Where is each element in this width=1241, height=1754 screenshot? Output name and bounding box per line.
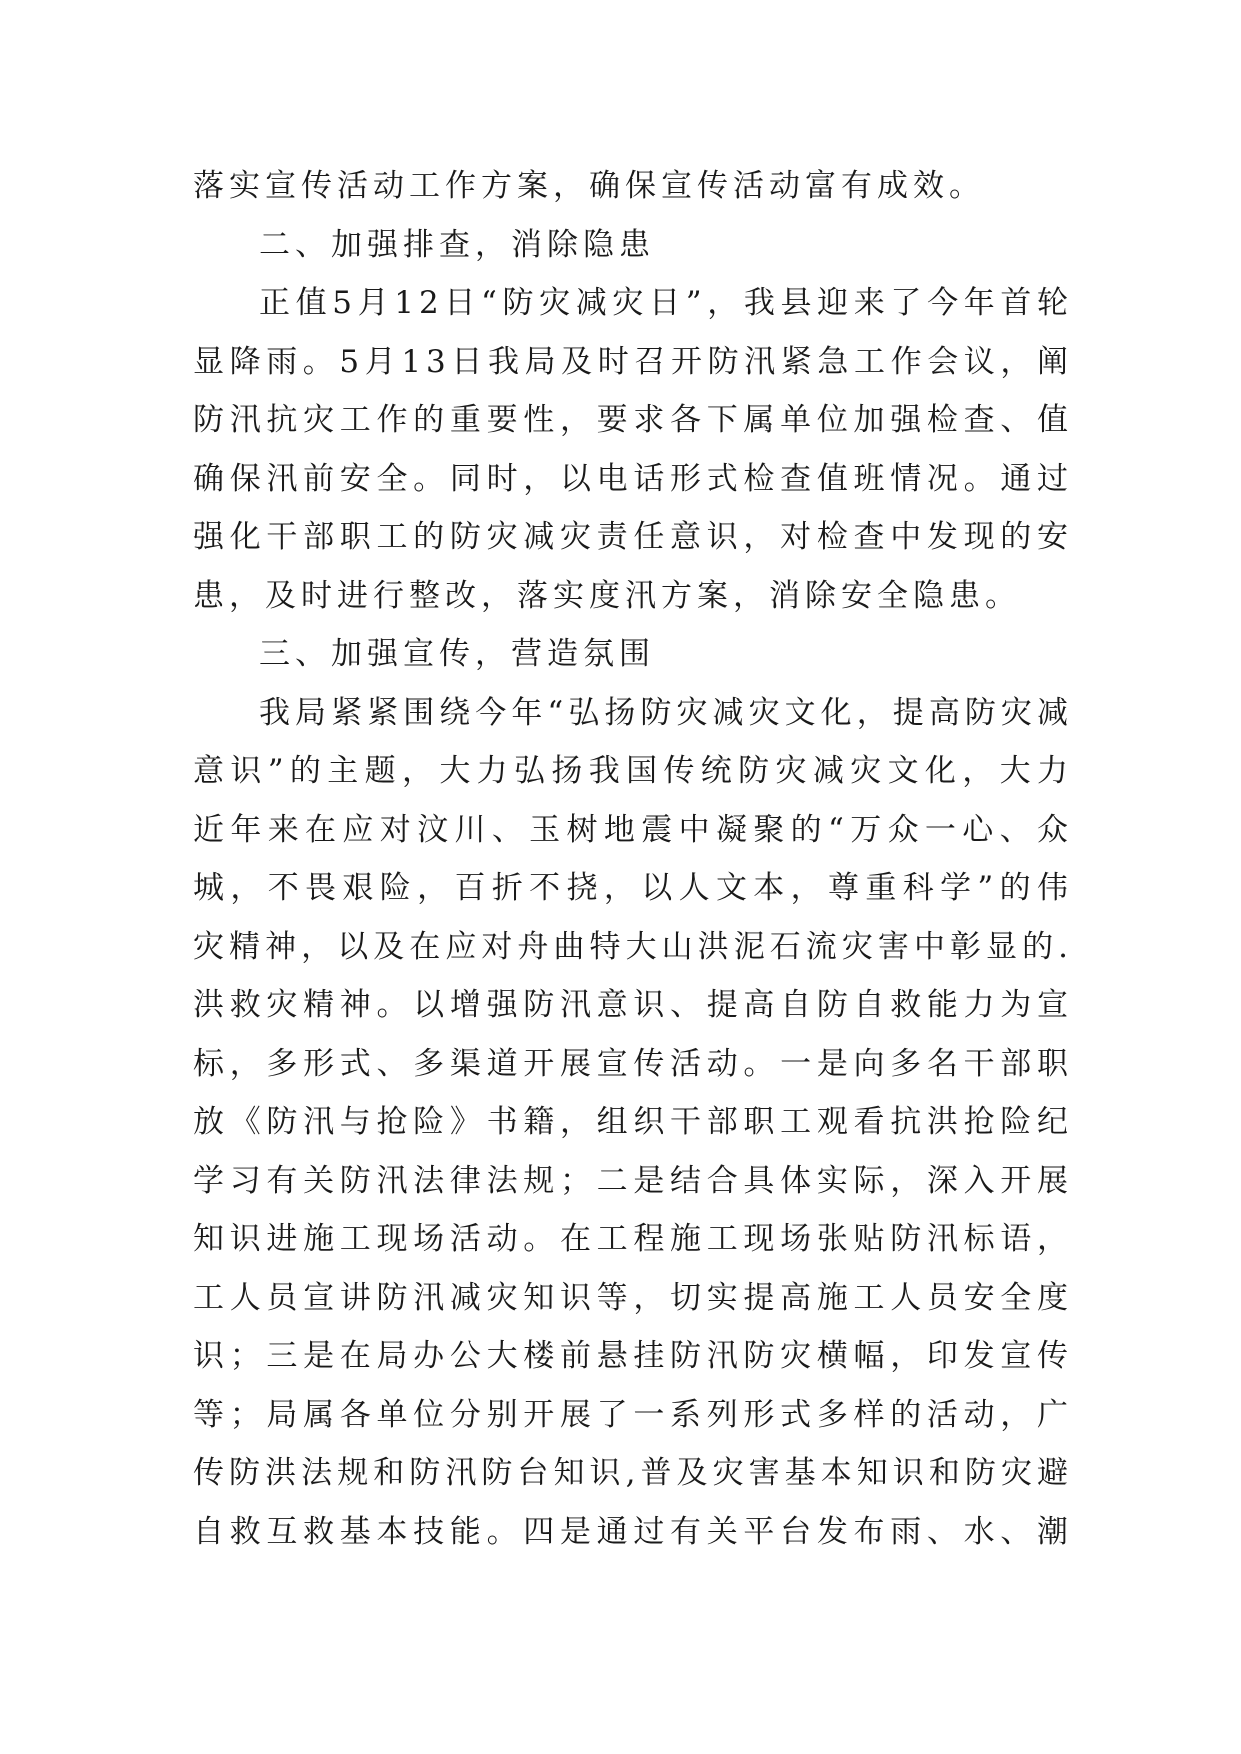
paragraph-line: 自救互救基本技能。四是通过有关平台发布雨、水、潮: [193, 1513, 1073, 1550]
paragraph-line: 知识进施工现场活动。在工程施工现场张贴防汛标语，: [193, 1221, 1073, 1257]
paragraph-line: 放《防汛与抢险》书籍，组织干部职工观看抗洪抢险纪: [193, 1104, 1073, 1140]
paragraph-line: 确保汛前安全。同时，以电话形式检查值班情况。通过: [193, 460, 1073, 497]
paragraph-line: 识；三是在局办公大楼前悬挂防汛防灾横幅，印发宣传: [193, 1338, 1073, 1374]
paragraph-line: 城，不畏艰险，百折不挠，以人文本，尊重科学”的伟: [193, 870, 1073, 906]
paragraph-line: 我局紧紧围绕今年“弘扬防灾减灾文化，提高防灾减: [259, 694, 1073, 731]
paragraph-line: 工人员宣讲防汛减灾知识等，切实提高施工人员安全度: [193, 1279, 1073, 1316]
paragraph-line: 传防洪法规和防汛防台知识,普及灾害基本知识和防灾避: [193, 1455, 1073, 1491]
paragraph-line: 灾精神，以及在应对舟曲特大山洪泥石流灾害中彰显的.: [193, 928, 1073, 965]
paragraph-line: 意识”的主题，大力弘扬我国传统防灾减灾文化，大力: [193, 753, 1073, 789]
paragraph-line: 显降雨。5月13日我局及时召开防汛紧急工作会议，阐: [193, 343, 1073, 380]
paragraph-line: 患，及时进行整改，落实度汛方案，消除安全隐患。: [193, 577, 1021, 614]
paragraph-line: 洪救灾精神。以增强防汛意识、提高自防自救能力为宣: [193, 987, 1073, 1023]
paragraph-line: 强化干部职工的防灾减灾责任意识，对检查中发现的安: [193, 519, 1073, 555]
paragraph-line: 落实宣传活动工作方案，确保宣传活动富有成效。: [193, 168, 985, 204]
section-heading-3: 三、加强宣传，营造氛围: [259, 636, 655, 672]
paragraph-line: 防汛抗灾工作的重要性，要求各下属单位加强检查、值: [193, 402, 1073, 438]
document-body: [193, 157, 1073, 1561]
paragraph-line: 近年来在应对汶川、玉树地震中凝聚的“万众一心、众: [193, 811, 1073, 848]
paragraph-line: 等；局属各单位分别开展了一系列形式多样的活动，广: [193, 1396, 1073, 1433]
paragraph-line: 学习有关防汛法律法规；二是结合具体实际，深入开展: [193, 1162, 1073, 1199]
paragraph-line: 正值5月12日“防灾减灾日”，我县迎来了今年首轮: [259, 285, 1073, 321]
section-heading-2: 二、加强排查，消除隐患: [259, 226, 655, 263]
paragraph-line: 标，多形式、多渠道开展宣传活动。一是向多名干部职: [193, 1045, 1073, 1082]
